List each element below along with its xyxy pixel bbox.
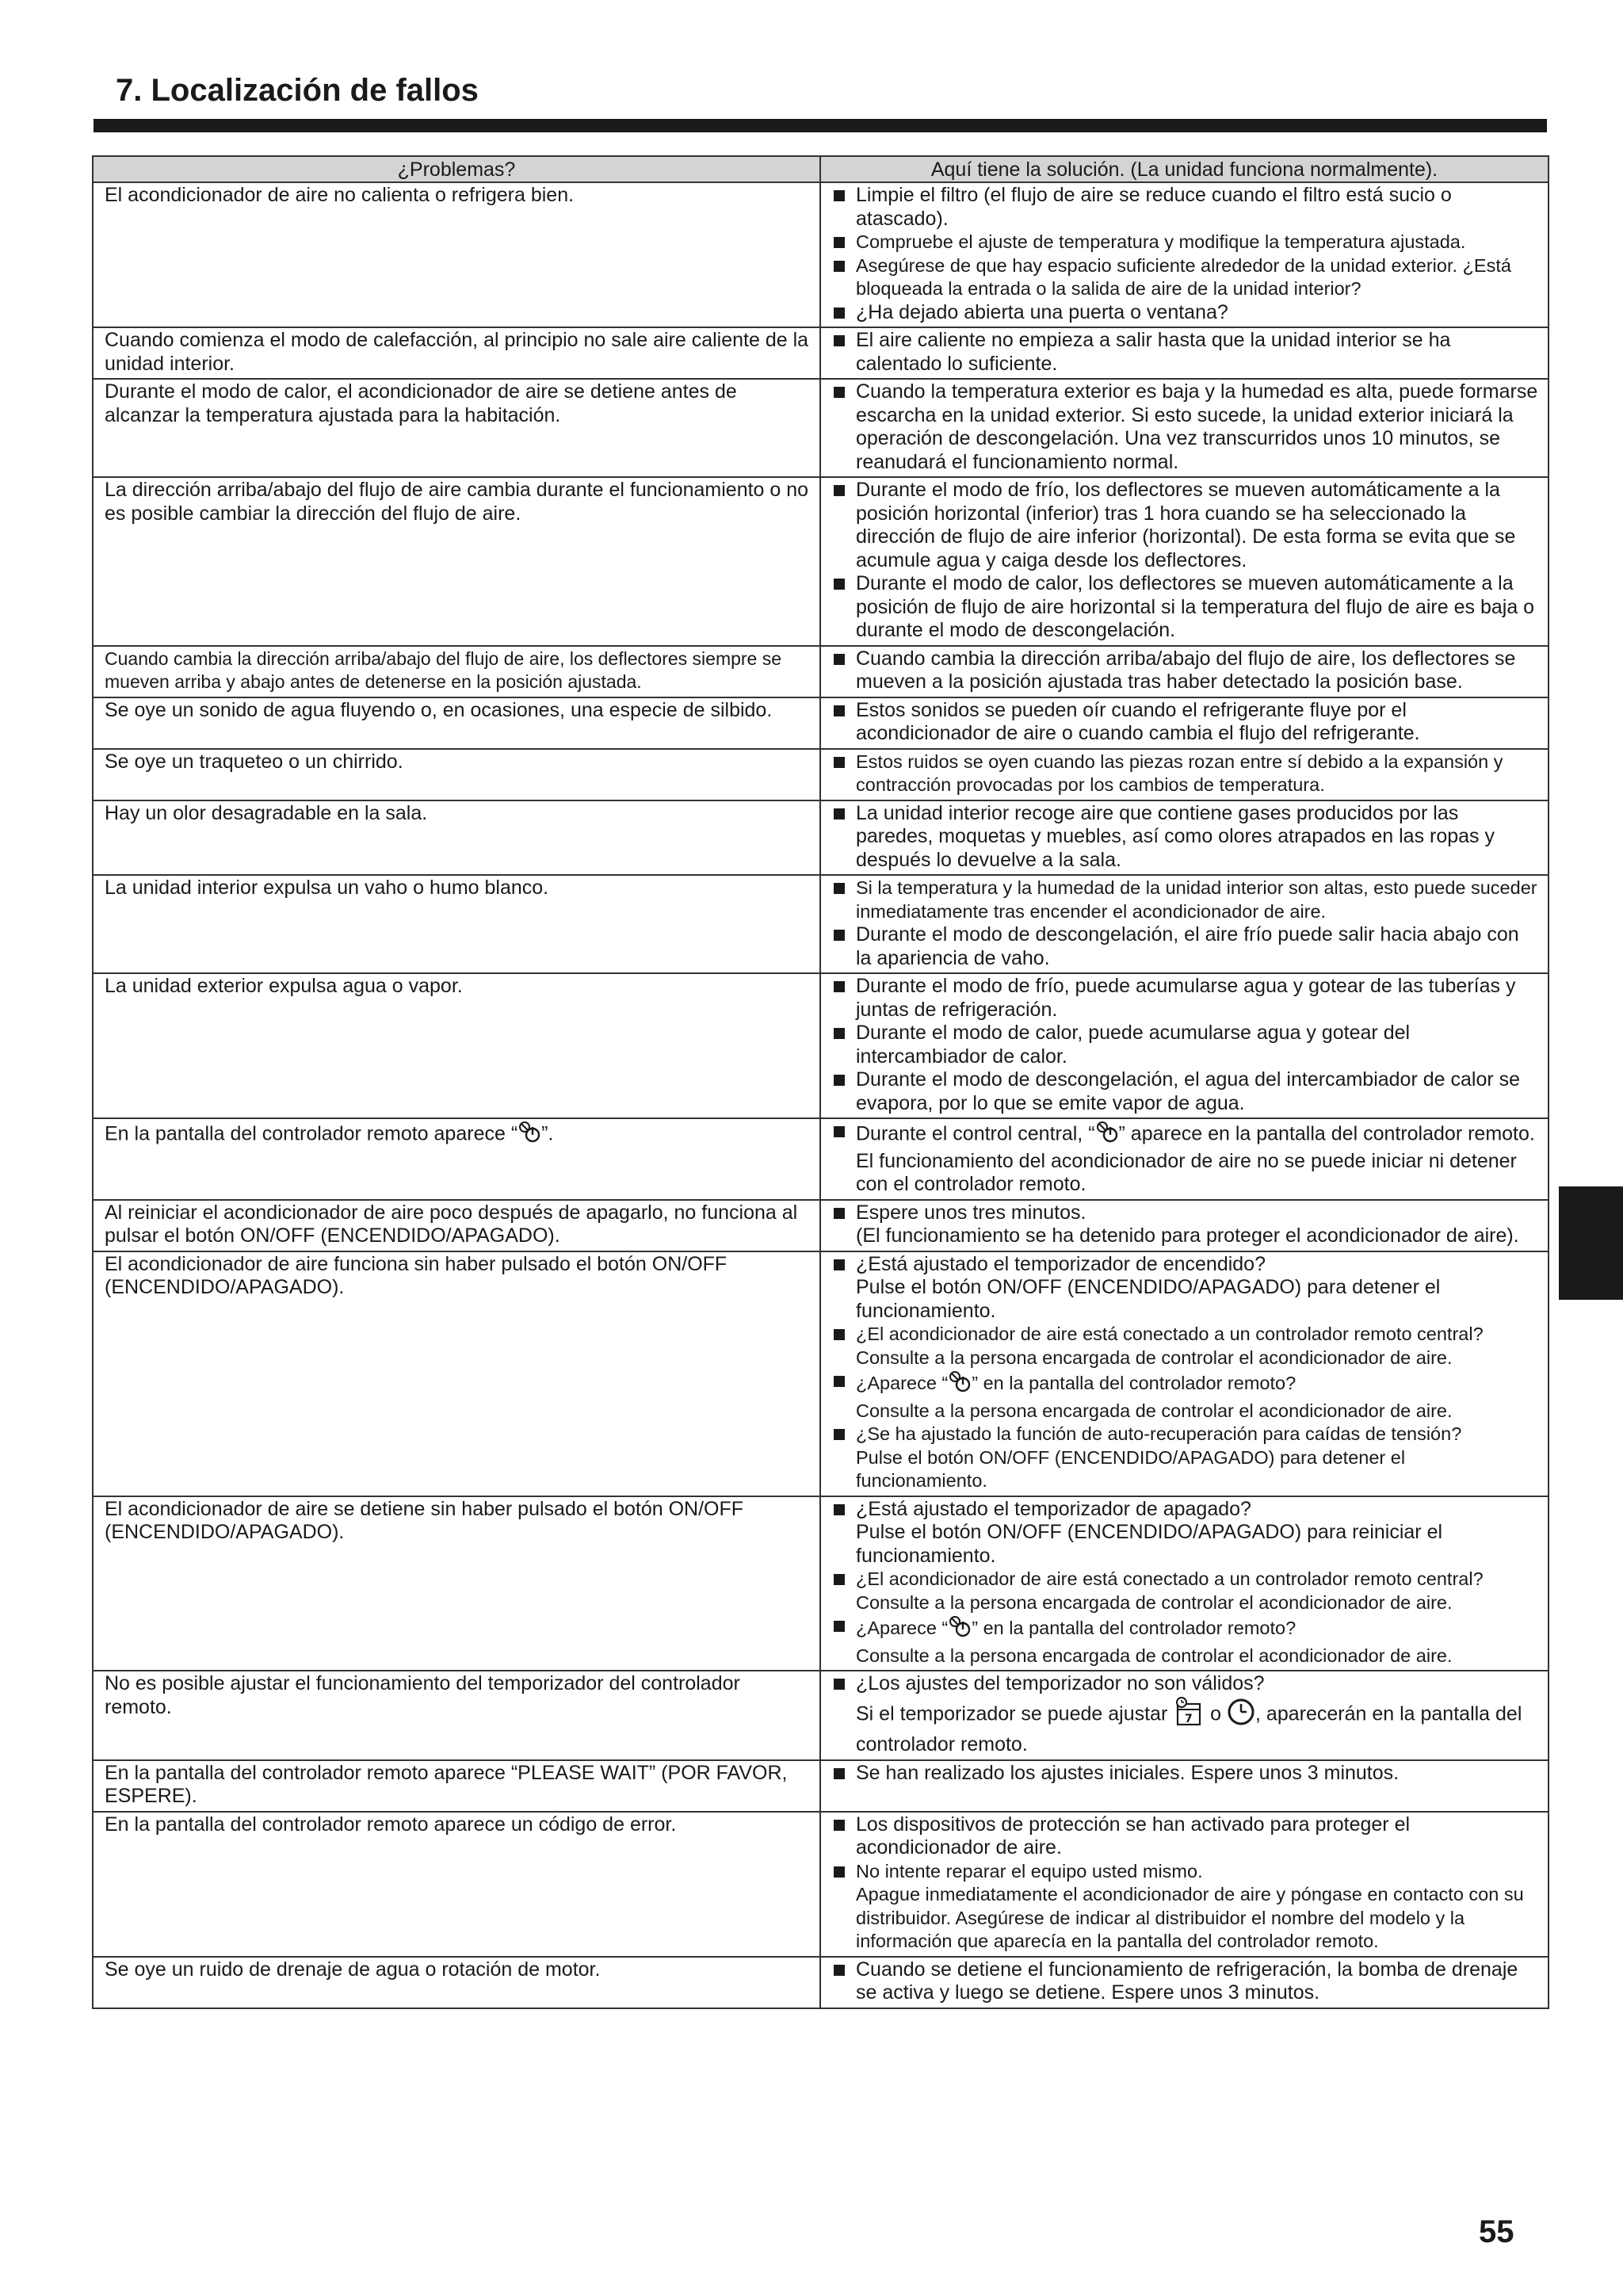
solution-item: Se han realizado los ajustes iniciales. Espere unos 3 minutos. <box>832 1762 1540 1786</box>
table-row <box>93 697 1549 749</box>
problem-cell <box>93 1118 820 1200</box>
problem-cell: El acondicionador de aire no calienta o refrigera bien. <box>93 182 820 327</box>
solution-item <box>832 1672 1540 1757</box>
solution-item: El aire caliente no empieza a salir hasta que la unidad interior se ha calentado lo suficiente. <box>832 329 1540 376</box>
solution-item: Estos sonidos se pueden oír cuando el refrigerante fluye por el acondicionador de aire o cuando cambia el flujo del refrigerante. <box>832 699 1540 746</box>
solution-item: La unidad interior recoge aire que contiene gases producidos por las paredes, moquetas y muebles, así como olores atrapados en las ropas y después lo devuelve a la sala. <box>832 802 1540 873</box>
table-row <box>93 875 1549 973</box>
page-number: 55 <box>1479 2214 1514 2249</box>
solution-cell <box>820 1957 1549 2008</box>
solution-cell <box>820 477 1549 646</box>
table-row <box>93 749 1549 800</box>
table-row <box>93 1812 1549 1957</box>
solution-cell <box>820 697 1549 749</box>
solution-cell <box>820 1118 1549 1200</box>
solution-cell <box>820 1496 1549 1671</box>
solution-item: Durante el modo de descongelación, el agua del intercambiador de calor se evapora, por lo que se emite vapor de agua. <box>832 1068 1540 1115</box>
solution-text: ¿Los ajustes del temporizador no son válidos? <box>856 1672 1265 1694</box>
weekly-timer-icon <box>1173 1696 1205 1734</box>
table-row <box>93 973 1549 1118</box>
table-row <box>93 1251 1549 1496</box>
solution-cell <box>820 1812 1549 1957</box>
header-problems: ¿Problemas? <box>93 156 820 182</box>
table-row <box>93 1760 1549 1812</box>
solution-item: Estos ruidos se oyen cuando las piezas rozan entre sí debido a la expansión y contracción provocadas por los cambios de temperatura. <box>832 751 1540 797</box>
table-row <box>93 327 1549 379</box>
solution-text: Si el temporizador se puede ajustar <box>856 1702 1174 1725</box>
section-tab-marker <box>1559 1186 1623 1300</box>
solution-cell <box>820 379 1549 477</box>
problem-cell: Al reiniciar el acondicionador de aire poco después de apagarlo, no funciona al pulsar el botón ON/OFF (ENCENDIDO/APAGADO). <box>93 1200 820 1251</box>
solution-item: ¿Se ha ajustado la función de auto-recuperación para caídas de tensión? Pulse el botón ON/OFF (ENCENDIDO/APAGADO) para detener el funcionamiento. <box>832 1423 1540 1493</box>
solution-cell <box>820 800 1549 876</box>
solution-cell <box>820 182 1549 327</box>
solution-item: Cuando cambia la dirección arriba/abajo del flujo de aire, los deflectores se mueven a la posición ajustada tras haber detectado la posición base. <box>832 648 1540 694</box>
problem-cell: Se oye un ruido de drenaje de agua o rotación de motor. <box>93 1957 820 2008</box>
solution-cell <box>820 973 1549 1118</box>
solution-cell <box>820 1251 1549 1496</box>
header-solutions: Aquí tiene la solución. (La unidad funciona normalmente). <box>820 156 1549 182</box>
problem-cell: El acondicionador de aire funciona sin haber pulsado el botón ON/OFF (ENCENDIDO/APAGADO). <box>93 1251 820 1496</box>
solution-item <box>832 1614 1540 1668</box>
solution-cell <box>820 1671 1549 1760</box>
problem-cell: La unidad exterior expulsa agua o vapor. <box>93 973 820 1118</box>
solution-item: ¿El acondicionador de aire está conectado a un controlador remoto central? Consulte a la persona encargada de controlar el acondicionador de aire. <box>832 1568 1540 1614</box>
table-row <box>93 477 1549 646</box>
solution-item: Los dispositivos de protección se han activado para proteger el acondicionador de aire. <box>832 1813 1540 1860</box>
solution-item: ¿Ha dejado abierta una puerta o ventana? <box>832 301 1540 325</box>
solution-text: Consulte a la persona encargada de controlar el acondicionador de aire. <box>856 1645 1453 1666</box>
solution-text: , aparecerán en la pantalla del controlador remoto. <box>856 1702 1522 1755</box>
solution-item: Cuando se detiene el funcionamiento de refrigeración, la bomba de drenaje se activa y luego se detiene. Espere unos 3 minutos. <box>832 1958 1540 2005</box>
solution-cell <box>820 1200 1549 1251</box>
solution-item: Durante el modo de calor, puede acumularse agua y gotear del intercambiador de calor. <box>832 1022 1540 1068</box>
solution-item: ¿Está ajustado el temporizador de apagado? Pulse el botón ON/OFF (ENCENDIDO/APAGADO) para reiniciar el funcionamiento. <box>832 1498 1540 1568</box>
problem-text: En la pantalla del controlador remoto aparece “ <box>105 1122 518 1145</box>
solution-item: No intente reparar el equipo usted mismo. Apague inmediatamente el acondicionador de aire y póngase en contacto con su distribuidor. Asegúrese de indicar al distribuidor el nombre del modelo y la información que aparecía en la pantalla del controlador remoto. <box>832 1860 1540 1954</box>
table-row <box>93 1496 1549 1671</box>
solution-text: Consulte a la persona encargada de controlar el acondicionador de aire. <box>856 1400 1453 1421</box>
troubleshooting-table <box>92 155 1549 2009</box>
table-row <box>93 1200 1549 1251</box>
problem-cell: La dirección arriba/abajo del flujo de aire cambia durante el funcionamiento o no es posible cambiar la dirección del flujo de aire. <box>93 477 820 646</box>
problem-text: ”. <box>541 1122 554 1145</box>
solution-item <box>832 1120 1540 1197</box>
table-row <box>93 182 1549 327</box>
table-row <box>93 800 1549 876</box>
table-header-row <box>93 156 1549 182</box>
solution-item: Durante el modo de frío, puede acumularse agua y gotear de las tuberías y juntas de refrigeración. <box>832 975 1540 1022</box>
problem-cell: En la pantalla del controlador remoto aparece “PLEASE WAIT” (POR FAVOR, ESPERE). <box>93 1760 820 1812</box>
central-control-icon <box>948 1614 972 1645</box>
solution-item: Cuando la temperatura exterior es baja y la humedad es alta, puede formarse escarcha en la unidad exterior. Si esto sucede, la unidad exterior iniciará la operación de descongelación. Una vez transcurridos unos 10 minutos, se reanudará el funcionamiento normal. <box>832 380 1540 474</box>
central-control-icon <box>1095 1120 1119 1150</box>
problem-cell: Cuando cambia la dirección arriba/abajo del flujo de aire, los deflectores siempre se mueven arriba y abajo antes de detenerse en la posición ajustada. <box>93 646 820 697</box>
problem-cell: Se oye un traqueteo o un chirrido. <box>93 749 820 800</box>
problem-cell: La unidad interior expulsa un vaho o humo blanco. <box>93 875 820 973</box>
solution-item: Asegúrese de que hay espacio suficiente alrededor de la unidad exterior. ¿Está bloqueada la entrada o la salida de aire de la unidad interior? <box>832 254 1540 301</box>
central-control-icon <box>517 1120 541 1150</box>
solution-item: ¿Está ajustado el temporizador de encendido? Pulse el botón ON/OFF (ENCENDIDO/APAGADO) para detener el funcionamiento. <box>832 1253 1540 1324</box>
table-row <box>93 1957 1549 2008</box>
solution-item: Durante el modo de descongelación, el aire frío puede salir hacia abajo con la apariencia de vaho. <box>832 923 1540 970</box>
problem-cell: Durante el modo de calor, el acondicionador de aire se detiene antes de alcanzar la temperatura ajustada para la habitación. <box>93 379 820 477</box>
solution-text: ” aparece en la pantalla del controlador remoto. El funcionamiento del acondicionador de aire no se puede iniciar ni detener con el controlador remoto. <box>856 1122 1535 1195</box>
table-row <box>93 379 1549 477</box>
table-row <box>93 1671 1549 1760</box>
svg-text:7: 7 <box>1185 1712 1193 1725</box>
solution-item: Espere unos tres minutos. (El funcionamiento se ha detenido para proteger el acondicionador de aire). <box>832 1201 1540 1248</box>
problem-cell: Se oye un sonido de agua fluyendo o, en ocasiones, una especie de silbido. <box>93 697 820 749</box>
solution-item: Compruebe el ajuste de temperatura y modifique la temperatura ajustada. <box>832 231 1540 254</box>
solution-text: ¿Aparece “ <box>856 1372 949 1393</box>
solution-item: Durante el modo de frío, los deflectores se mueven automáticamente a la posición horizontal (inferior) tras 1 hora cuando se ha seleccionado la dirección de flujo de aire inferior (horizontal). De esta forma se evita que se acumule agua y caiga desde los deflectores. <box>832 479 1540 572</box>
solution-text: o <box>1205 1702 1228 1725</box>
solution-text: ” en la pantalla del controlador remoto? <box>972 1617 1296 1638</box>
solution-text: ” en la pantalla del controlador remoto? <box>972 1372 1296 1393</box>
solution-item <box>832 1370 1540 1423</box>
page-title: 7. Localización de fallos <box>116 73 479 108</box>
central-control-icon <box>948 1370 972 1400</box>
table-row <box>93 1118 1549 1200</box>
solution-cell <box>820 327 1549 379</box>
solution-cell <box>820 1760 1549 1812</box>
problem-cell: Hay un olor desagradable en la sala. <box>93 800 820 876</box>
solution-item: Limpie el filtro (el flujo de aire se reduce cuando el filtro está sucio o atascado). <box>832 184 1540 231</box>
problem-cell: Cuando comienza el modo de calefacción, al principio no sale aire caliente de la unidad interior. <box>93 327 820 379</box>
solution-cell <box>820 875 1549 973</box>
table-row <box>93 646 1549 697</box>
solution-item: Si la temperatura y la humedad de la unidad interior son altas, esto puede suceder inmediatamente tras encender el acondicionador de aire. <box>832 877 1540 923</box>
solution-text: Durante el control central, “ <box>856 1122 1095 1145</box>
title-rule <box>94 119 1547 132</box>
timer-icon <box>1227 1698 1255 1733</box>
solution-item: ¿El acondicionador de aire está conectado a un controlador remoto central? Consulte a la persona encargada de controlar el acondicionador de aire. <box>832 1323 1540 1370</box>
problem-cell: No es posible ajustar el funcionamiento del temporizador del controlador remoto. <box>93 1671 820 1760</box>
problem-cell: El acondicionador de aire se detiene sin haber pulsado el botón ON/OFF (ENCENDIDO/APAGADO). <box>93 1496 820 1671</box>
solution-item: Durante el modo de calor, los deflectores se mueven automáticamente a la posición de flujo de aire horizontal si la temperatura del flujo de aire es baja o durante el modo de descongelación. <box>832 572 1540 643</box>
problem-cell: En la pantalla del controlador remoto aparece un código de error. <box>93 1812 820 1957</box>
solution-cell <box>820 749 1549 800</box>
solution-cell <box>820 646 1549 697</box>
solution-text: ¿Aparece “ <box>856 1617 949 1638</box>
